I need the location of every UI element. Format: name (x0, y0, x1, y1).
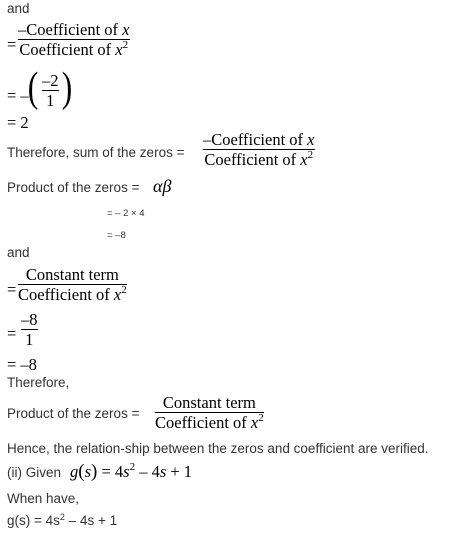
verification-statement: Hence, the relation-ship between the zeros and coefficient are verified. (7, 441, 429, 456)
when-have-label: When have, (7, 491, 80, 506)
fraction-const-over-coef-x2 (18, 265, 127, 304)
denominator: Coefficient of $x^2$ (155, 412, 264, 432)
part-ii-label: (ii) Given (7, 465, 62, 480)
result-2: = 2 (7, 113, 29, 132)
numerator: Constant term (162, 393, 256, 412)
denominator: Coefficient of $x^2$ (18, 284, 127, 304)
product-step-1: = – 2 × 4 (107, 208, 145, 219)
fraction-neg-coef-x-over-coef-x2 (18, 20, 130, 59)
text-and-1: and (7, 1, 30, 16)
fraction-product-of-zeros (155, 393, 264, 432)
denominator: 1 (25, 330, 34, 349)
right-paren: ) (61, 65, 73, 111)
denominator: 1 (46, 91, 55, 110)
fraction-neg2-over-1 (42, 71, 59, 110)
sum-of-zeros-label: Therefore, sum of the zeros = (7, 145, 185, 160)
fraction-neg8-over-1 (21, 310, 38, 349)
therefore-label: Therefore, (7, 375, 70, 390)
numerator: –2 (42, 71, 59, 90)
result-neg8: = –8 (7, 355, 37, 374)
text-and-2: and (7, 245, 30, 260)
product-of-zeros-label: Product of the zeros = (7, 180, 140, 195)
numerator: –8 (21, 310, 38, 329)
numerator: –Coefficient of x (18, 20, 130, 39)
polynomial-g-of-s: $g(s) = 4s^2 - 4s + 1$ (70, 461, 193, 482)
fraction-sum-of-zeros (203, 130, 315, 169)
denominator: Coefficient of $x^2$ (204, 149, 314, 169)
product-of-zeros-label-2: Product of the zeros = (7, 406, 140, 421)
denominator: Coefficient of $x^2$ (19, 39, 129, 59)
equals-sign-3: = (7, 324, 17, 343)
numerator: –Coefficient of x (203, 130, 315, 149)
product-step-2: = –8 (107, 230, 126, 241)
numerator: Constant term (25, 265, 119, 284)
equals-sign-2: = (7, 280, 17, 299)
left-paren: ( (27, 65, 39, 111)
g-of-s-expression: $g(s) = 4s^2 - 4s + 1$ (7, 512, 118, 528)
equals-minus: = – (7, 86, 29, 105)
alpha-beta: αβ (153, 176, 172, 196)
equals-sign: = (7, 35, 17, 54)
